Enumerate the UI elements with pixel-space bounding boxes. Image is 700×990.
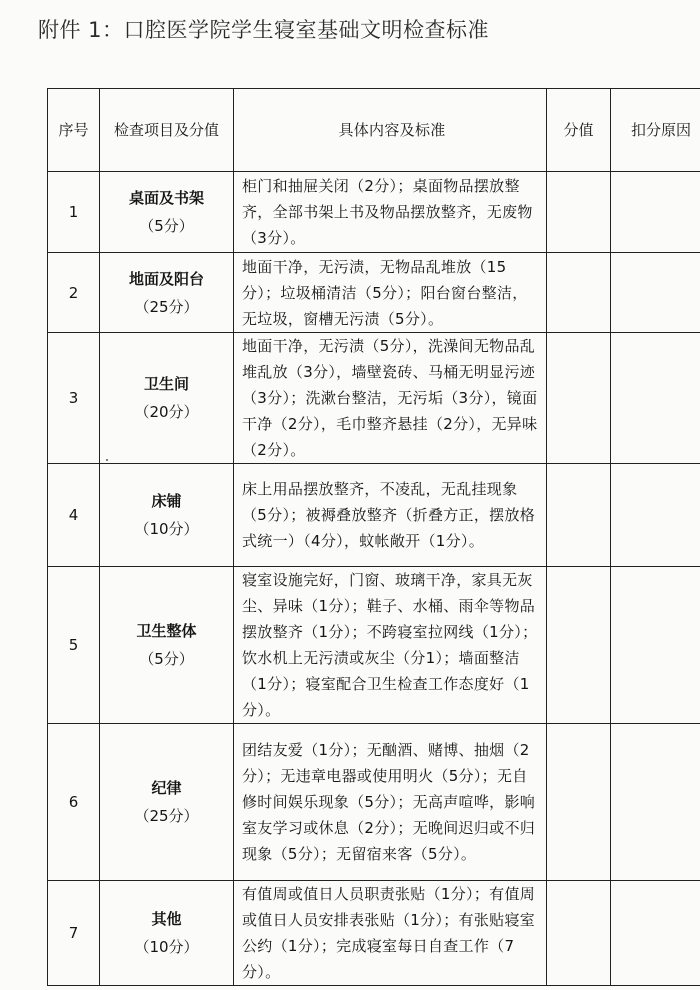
row-index: 1 [48,172,100,253]
table-row [48,464,700,567]
row-score-cell[interactable] [547,567,611,724]
row-item [100,333,234,464]
inspection-standards-table [47,88,700,986]
row-item [100,253,234,333]
row-score-cell[interactable] [547,333,611,464]
table-row [48,172,700,253]
item-name: 桌面及书架 [128,189,204,207]
table-row [48,567,700,724]
item-points: （25分） [134,297,199,316]
header-score [547,89,611,172]
row-item [100,172,234,253]
page-title: 附件 1：口腔医学院学生寝室基础文明检查标准 [38,18,490,42]
row-index: 5 [48,567,100,724]
item-name: 其他 [151,910,182,928]
header-reason: 扣分原因 [611,89,700,172]
item-name: 卫生间 [143,375,189,393]
row-content: 有值周或值日人员职责张贴（1分）；有值周或值日人员安排表张贴（1分）；有张贴寝室公约（1分）；完成寝室每日自查工作（7分）。 [234,881,547,986]
row-score-cell[interactable] [547,253,611,333]
header-score-label: 分值 [563,121,594,139]
item-name: 地面及阳台 [128,269,204,288]
table-header-row [48,89,700,172]
row-reason-cell[interactable] [611,724,700,881]
row-content: 床上用品摆放整齐，不凌乱，无乱挂现象（5分）；被褥叠放整齐（折叠方正，摆放格式统一）（4分），蚊帐敞开（1分）。 [234,464,547,567]
row-item [100,567,234,724]
row-reason-cell[interactable] [611,253,700,333]
row-reason-cell[interactable] [611,333,700,464]
table-row [48,333,700,464]
row-item [100,881,234,986]
row-index: 7 [48,881,100,986]
row-score-cell[interactable] [547,464,611,567]
item-points: （25分） [134,807,199,825]
item-points: （10分） [134,938,199,956]
item-points: （5分） [139,217,194,235]
row-content: 柜门和抽屉关闭（2分）；桌面物品摆放整齐，全部书架上书及物品摆放整齐，无废物（3分）。 [234,172,547,253]
header-item [100,89,234,172]
row-item [100,464,234,567]
row-reason-cell[interactable] [611,567,700,724]
row-index: 6 [48,724,100,881]
row-content: 地面干净，无污渍（5分），洗澡间无物品乱堆乱放（3分），墙壁瓷砖、马桶无明显污迹（3分）；洗漱台整洁，无污垢（3分），镜面干净（2分），毛巾整齐悬挂（2分），无异味（2分）。 [234,333,547,464]
table-row [48,253,700,333]
item-name: 卫生整体 [136,622,197,640]
row-index: 2 [48,253,100,333]
item-points: （10分） [134,520,199,538]
row-index: 3 [48,333,100,464]
row-item [100,724,234,881]
row-content: 寝室设施完好，门窗、玻璃干净，家具无灰尘、异味（1分）；鞋子、水桶、雨伞等物品摆放整齐（1分）；不跨寝室拉网线（1分）；饮水机上无污渍或灰尘（分1）；墙面整洁（1分）；寝室配合卫生检查工作态度好（1分）。 [234,567,547,724]
item-name: 纪律 [151,779,182,797]
row-content: 团结友爱（1分）；无酗酒、赌博、抽烟（2分）；无违章电器或使用明火（5分）；无自修时间娱乐现象（5分）；无高声喧哗，影响室友学习或休息（2分）；无晚间迟归或不归现象（5分）；无留宿来客（5分）。 [234,724,547,881]
item-points: （5分） [139,650,194,668]
header-content: 具体内容及标准 [234,89,547,172]
row-reason-cell[interactable] [611,172,700,253]
table-row [48,724,700,881]
header-index: 序号 [48,89,100,172]
table-row [48,881,700,986]
row-content: 地面干净，无污渍，无物品乱堆放（15分）；垃圾桶清洁（5分）；阳台窗台整洁，无垃圾，窗槽无污渍（5分）。 [234,253,547,333]
item-name: 床铺 [151,492,182,510]
item-points: （20分） [134,403,199,421]
row-score-cell[interactable] [547,881,611,986]
header-item-label: 检查项目及分值 [113,121,219,139]
row-index: 4 [48,464,100,567]
row-reason-cell[interactable] [611,881,700,986]
row-score-cell[interactable] [547,172,611,253]
row-reason-cell[interactable] [611,464,700,567]
row-score-cell[interactable] [547,724,611,881]
